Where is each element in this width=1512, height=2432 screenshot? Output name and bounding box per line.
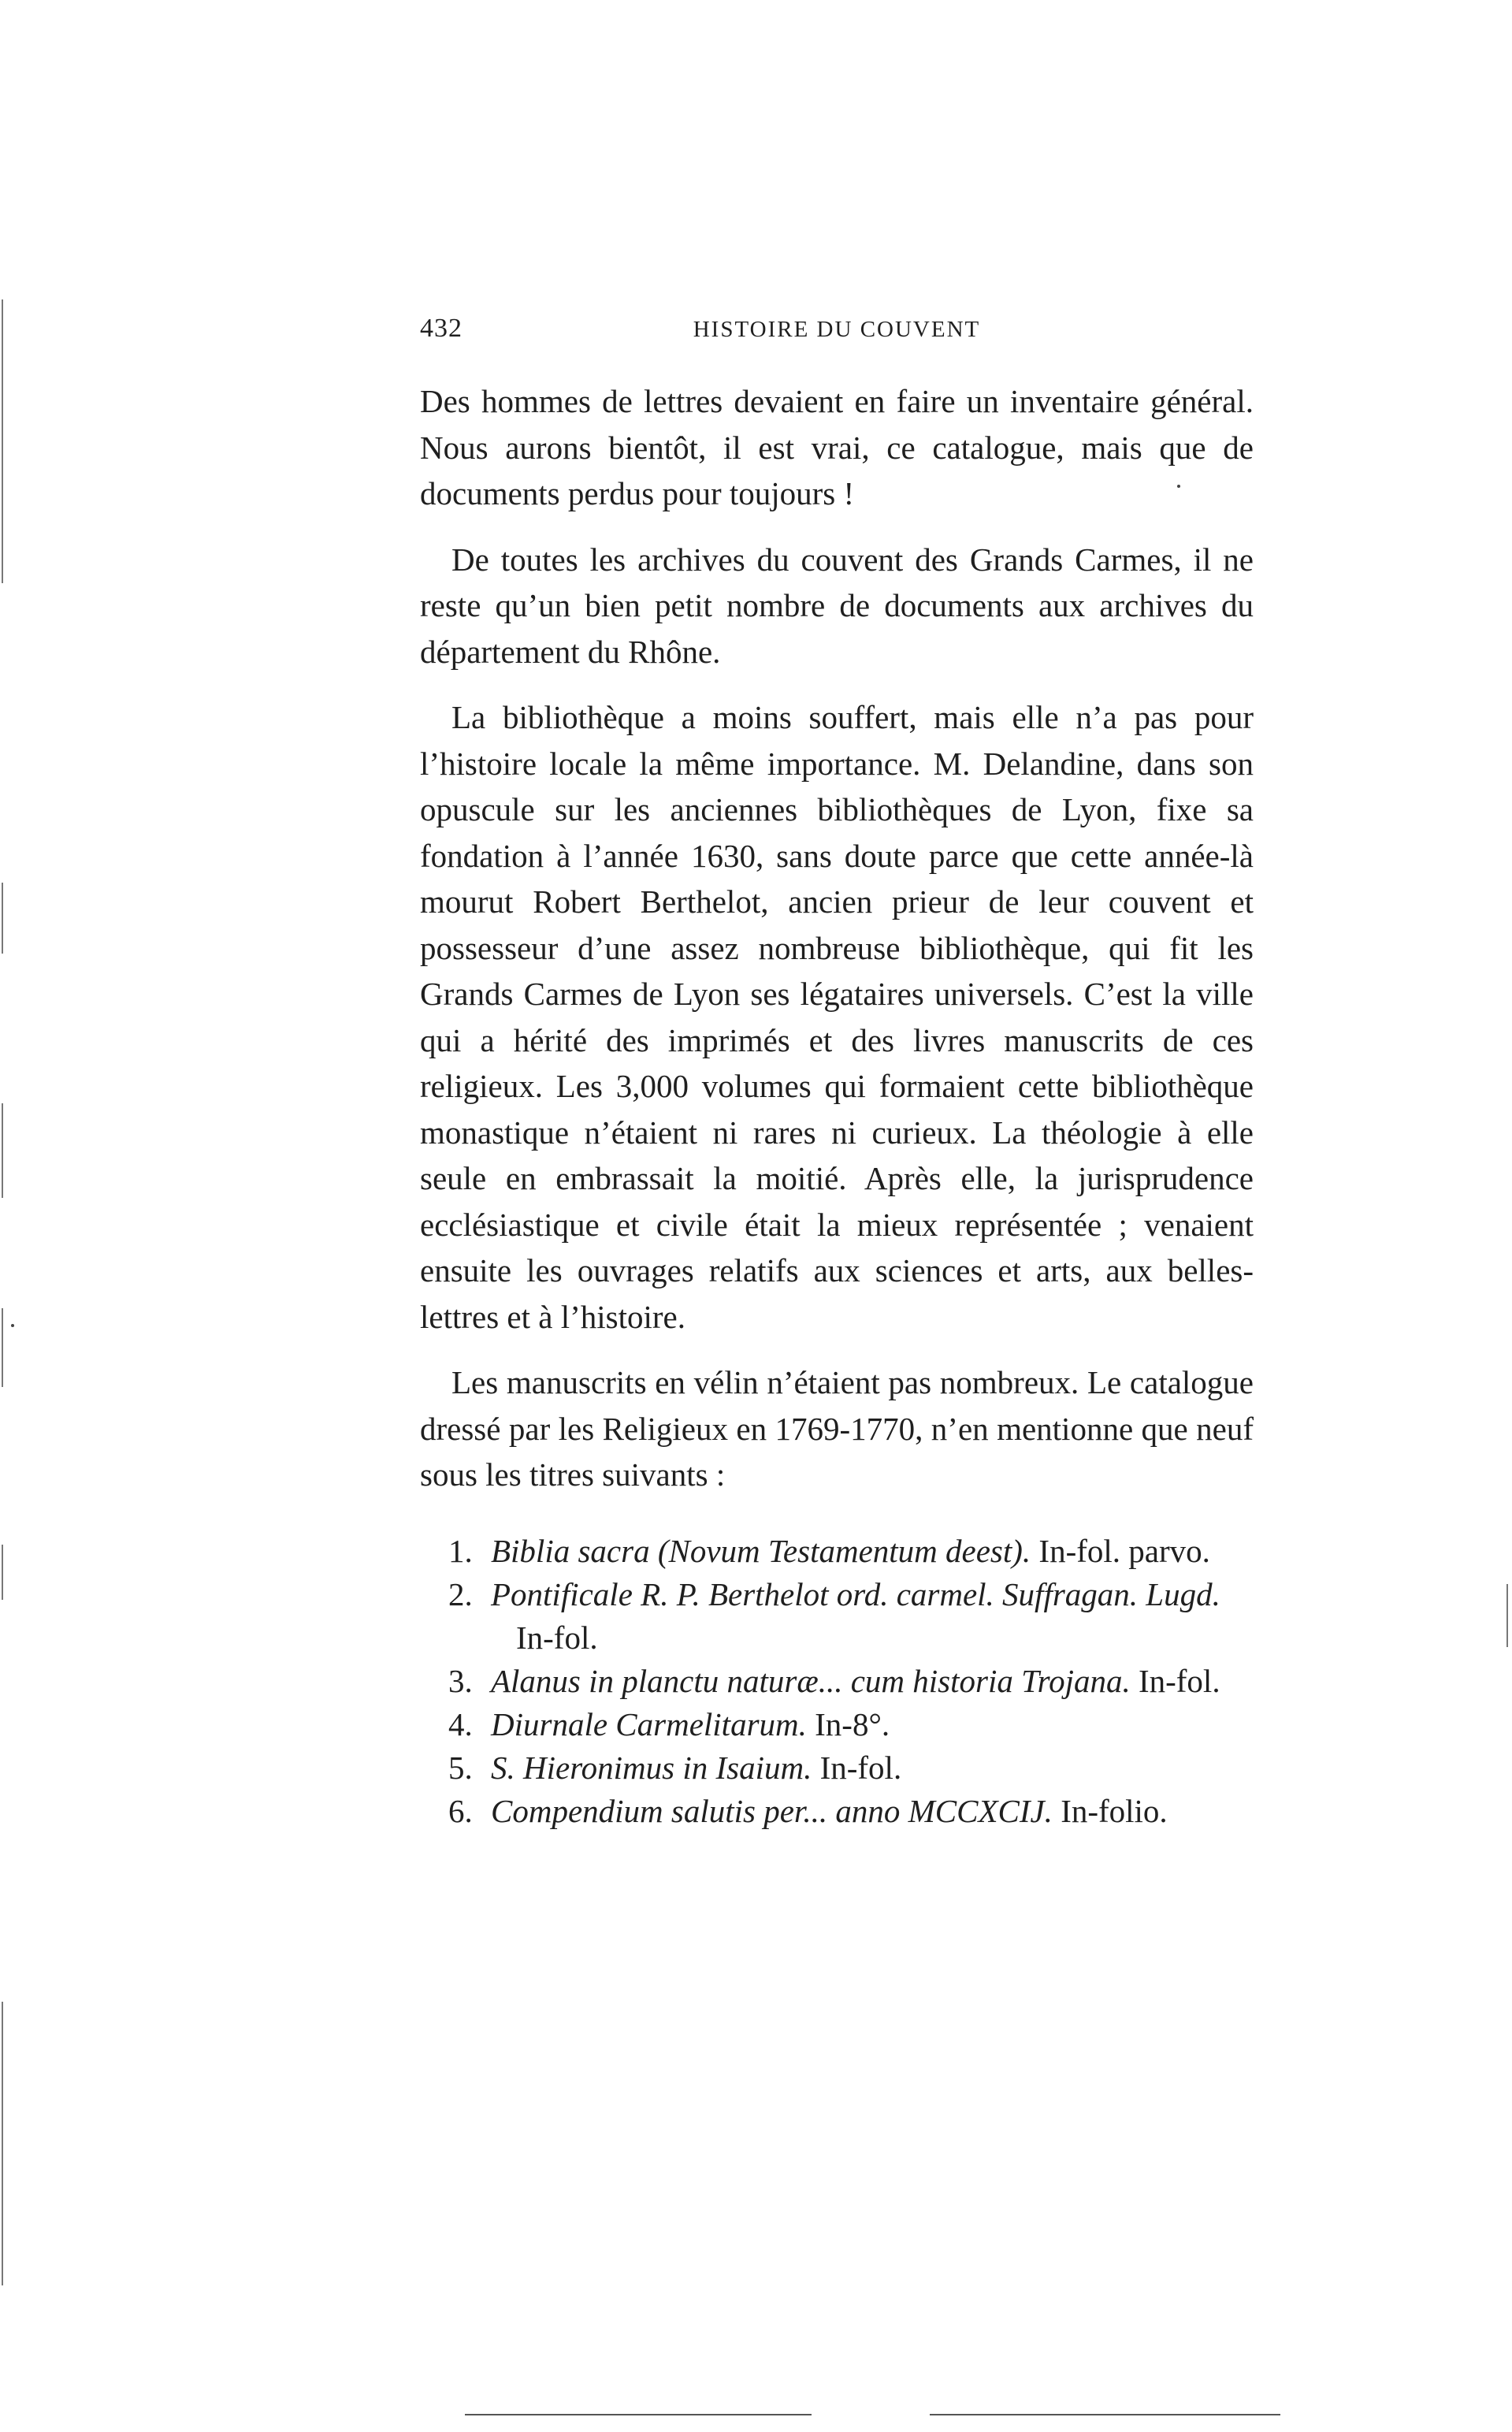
- list-item-title: Alanus in planctu naturæ... cum historia Trojana.: [491, 1662, 1131, 1699]
- list-item-number: 6.: [448, 1792, 473, 1829]
- left-edge-mark: [2, 883, 3, 954]
- list-item-title: Biblia sacra (Novum Testamentum deest).: [491, 1532, 1031, 1569]
- left-edge-mark: [2, 1545, 3, 1600]
- page-number: 432: [420, 314, 463, 343]
- right-edge-mark: [1506, 1584, 1508, 1647]
- left-edge-mark: [2, 299, 3, 583]
- margin-dot: [11, 1324, 14, 1327]
- list-item-format: In-fol. parvo.: [1038, 1532, 1210, 1569]
- list-item-format: In-fol.: [516, 1619, 598, 1656]
- list-item-number: 4.: [448, 1705, 473, 1742]
- list-item: [420, 1790, 1254, 1833]
- left-edge-mark: [2, 1308, 3, 1387]
- list-item-format: In-folio.: [1061, 1792, 1168, 1829]
- paragraph-manuscripts: Les manuscrits en vélin n’étaient pas nombreux. Le catalogue dressé par les Religieux en 1769-1770, n’en mentionne que neuf sous les titres suivants :: [420, 1364, 1254, 1493]
- list-item: [420, 1573, 1254, 1660]
- left-edge-mark: [2, 2002, 3, 2285]
- bottom-rule: [465, 2414, 812, 2415]
- list-item-title: Pontificale R. P. Berthelot ord. carmel. Suffragan. Lugd.: [491, 1575, 1220, 1612]
- list-item-title: S. Hieronimus in Isaium.: [491, 1749, 812, 1786]
- bottom-rule: [930, 2414, 1280, 2415]
- list-item: [420, 1530, 1254, 1573]
- page-header: [420, 314, 1254, 353]
- list-item: [420, 1660, 1254, 1703]
- running-title: HISTOIRE DU COUVENT: [693, 317, 981, 342]
- paragraph-archives: De toutes les archives du couvent des Grands Carmes, il ne reste qu’un bien petit nombre de documents aux archives du département du Rhône.: [420, 541, 1254, 670]
- list-item-title: Compendium salutis per... anno MCCXCIJ.: [491, 1792, 1053, 1829]
- list-item-number: 1.: [448, 1532, 473, 1569]
- body-text: [420, 378, 1254, 1833]
- list-item: [420, 1703, 1254, 1746]
- list-item-number: 3.: [448, 1662, 473, 1699]
- paragraph-inventory: Des hommes de lettres devaient en faire un inventaire général. Nous aurons bientôt, il est vrai, ce catalogue, mais que de documents perdus pour toujours !: [420, 383, 1254, 511]
- paragraph-library: La bibliothèque a moins souffert, mais elle n’a pas pour l’histoire locale la même importance. M. Delandine, dans son opuscule sur les anciennes bibliothèques de Lyon, fixe sa fondation à l’année 1630, sans doute parce que cette année-là mourut Robert Berthelot, ancien prieur de leur couvent et possesseur d’une assez nombreuse bibliothèque, qui fit les Grands Carmes de Lyon ses légataires universels. C’est la ville qui a hérité des imprimés et des livres manuscrits de ces religieux. Les 3,000 volumes qui formaient cette bibliothèque monastique n’étaient ni rares ni curieux. La théologie à elle seule en embrassait la moitié. Après elle, la jurisprudence ecclésiastique et civile était la mieux représentée ; venaient ensuite les ouvrages relatifs aux sciences et arts, aux belles-lettres et à l’histoire.: [420, 699, 1254, 1335]
- list-item-format: In-fol.: [1138, 1662, 1220, 1699]
- list-item-format: In-8°.: [815, 1705, 890, 1742]
- manuscript-list: [420, 1530, 1254, 1833]
- left-edge-mark: [2, 1103, 3, 1198]
- list-item: [420, 1746, 1254, 1790]
- list-item-format: In-fol.: [819, 1749, 902, 1786]
- margin-dot: [1177, 485, 1180, 488]
- list-item-title: Diurnale Carmelitarum.: [491, 1705, 807, 1742]
- list-item-number: 5.: [448, 1749, 473, 1786]
- list-item-number: 2.: [448, 1575, 473, 1612]
